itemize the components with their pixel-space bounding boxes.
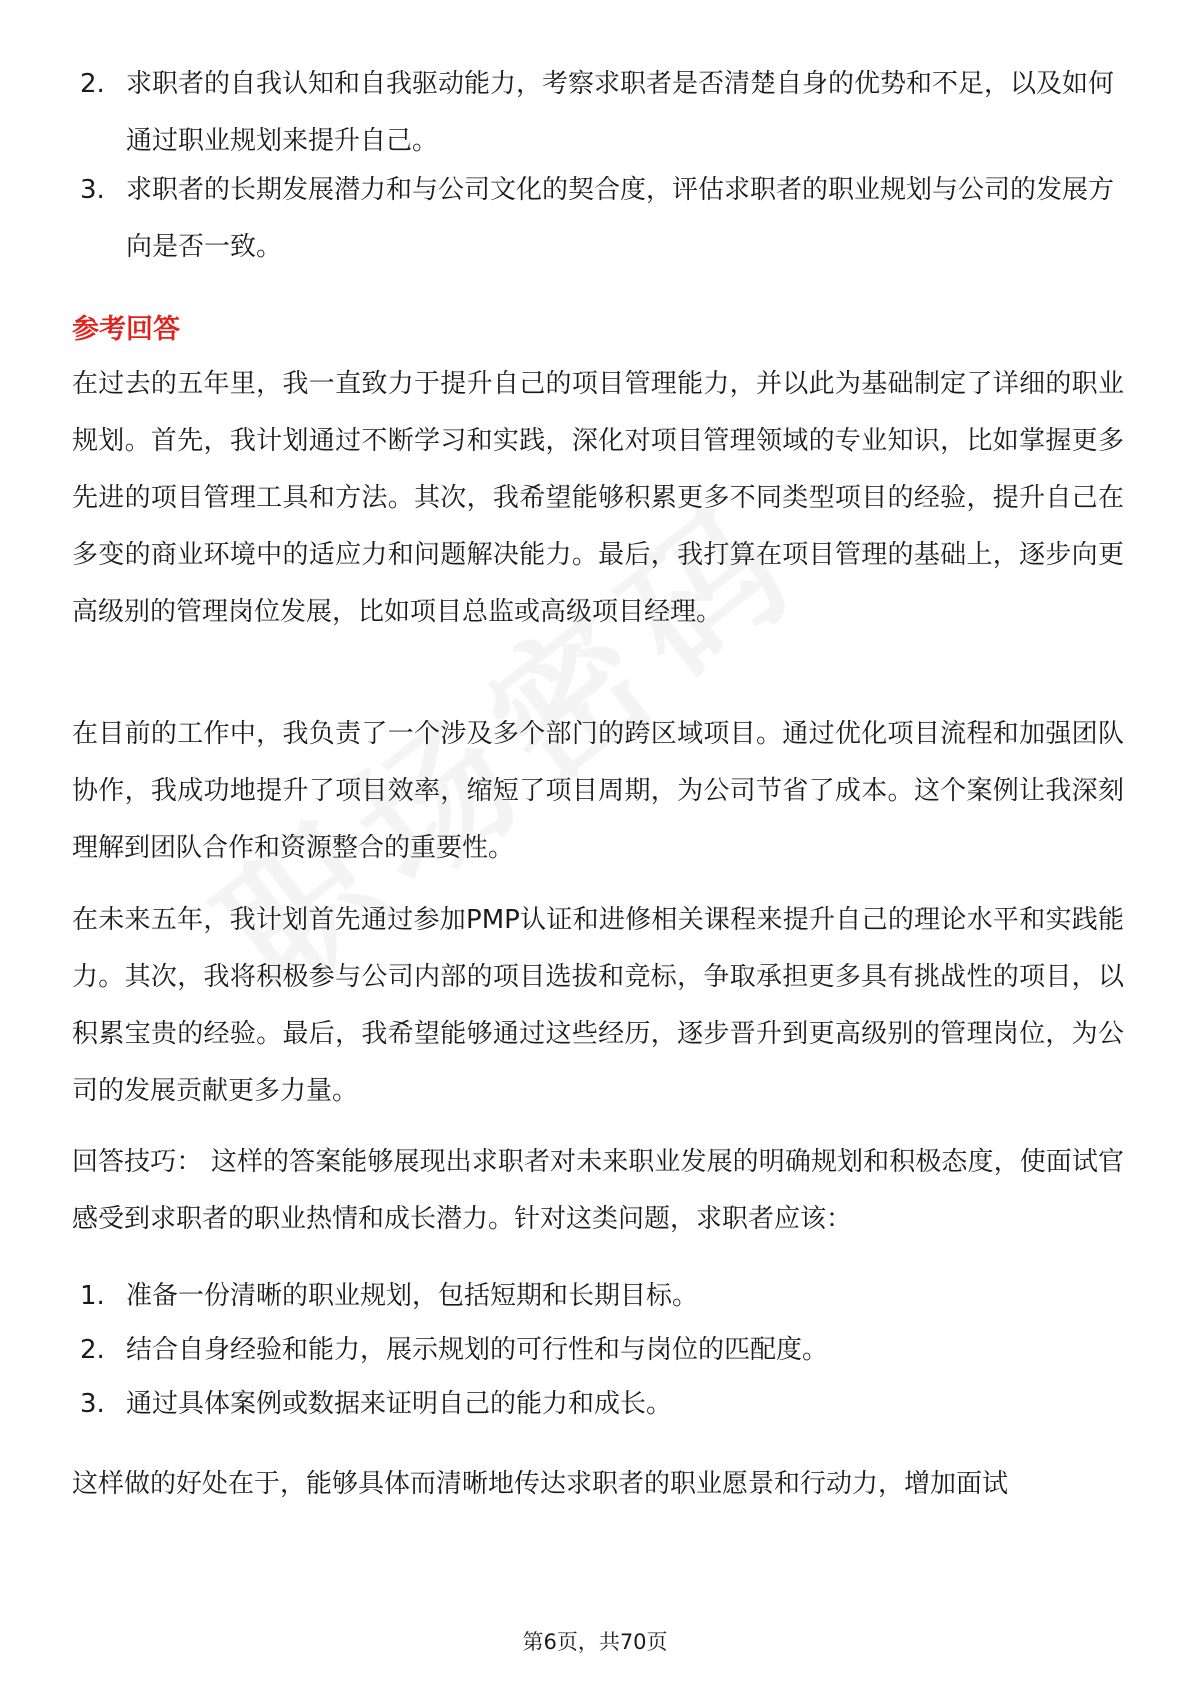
closing-paragraph: 这样做的好处在于，能够具体而清晰地传达求职者的职业愿景和行动力，增加面试: [72, 1469, 1009, 1499]
section-heading: 参考回答: [72, 314, 180, 345]
list-text: 求职者的长期发展潜力和与公司文化的契合度，评估求职者的职业规划与公司的发展方向是否一致。: [126, 175, 1115, 262]
list-number: 3.: [80, 175, 105, 205]
page-footer: 第6页，共70页: [522, 1630, 668, 1654]
paragraph: 在目前的工作中，我负责了一个涉及多个部门的跨区域项目。通过优化项目流程和加强团队协作，我成功地提升了项目效率，缩短了项目周期，为公司节省了成本。这个案例让我深刻理解到团队合作和资源整合的重要性。: [72, 719, 1124, 863]
list-text: 准备一份清晰的职业规划，包括短期和长期目标。: [126, 1281, 699, 1311]
list-item: [80, 162, 1120, 276]
paragraph: 在过去的五年里，我一直致力于提升自己的项目管理能力，并以此为基础制定了详细的职业规划。首先，我计划通过不断学习和实践，深化对项目管理领域的专业知识，比如掌握更多先进的项目管理工具和方法。其次，我希望能够积累更多不同类型项目的经验，提升自己在多变的商业环境中的适应力和问题解决能力。最后，我打算在项目管理的基础上，逐步向更高级别的管理岗位发展，比如项目总监或高级项目经理。: [72, 369, 1124, 627]
list-number: 2.: [80, 1335, 105, 1365]
list-item: [80, 56, 1120, 170]
list-number: 1.: [80, 1281, 105, 1311]
list-number: 3.: [80, 1389, 105, 1419]
list-item: [80, 1376, 1120, 1433]
list-item: [80, 1322, 1120, 1379]
list-item: [80, 1268, 1120, 1325]
list-text: 通过具体案例或数据来证明自己的能力和成长。: [126, 1389, 673, 1419]
tips-paragraph: 回答技巧： 这样的答案能够展现出求职者对未来职业发展的明确规划和积极态度，使面试官感受到求职者的职业热情和成长潜力。针对这类问题，求职者应该：: [72, 1147, 1124, 1234]
paragraph: 在未来五年，我计划首先通过参加PMP认证和进修相关课程来提升自己的理论水平和实践能力。其次，我将积极参与公司内部的项目选拔和竞标，争取承担更多具有挑战性的项目，以积累宝贵的经验。最后，我希望能够通过这些经历，逐步晋升到更高级别的管理岗位，为公司的发展贡献更多力量。: [72, 905, 1124, 1106]
list-text: 结合自身经验和能力，展示规划的可行性和与岗位的匹配度。: [126, 1335, 829, 1365]
list-number: 2.: [80, 69, 105, 99]
list-text: 求职者的自我认知和自我驱动能力，考察求职者是否清楚自身的优势和不足，以及如何通过职业规划来提升自己。: [126, 69, 1115, 156]
